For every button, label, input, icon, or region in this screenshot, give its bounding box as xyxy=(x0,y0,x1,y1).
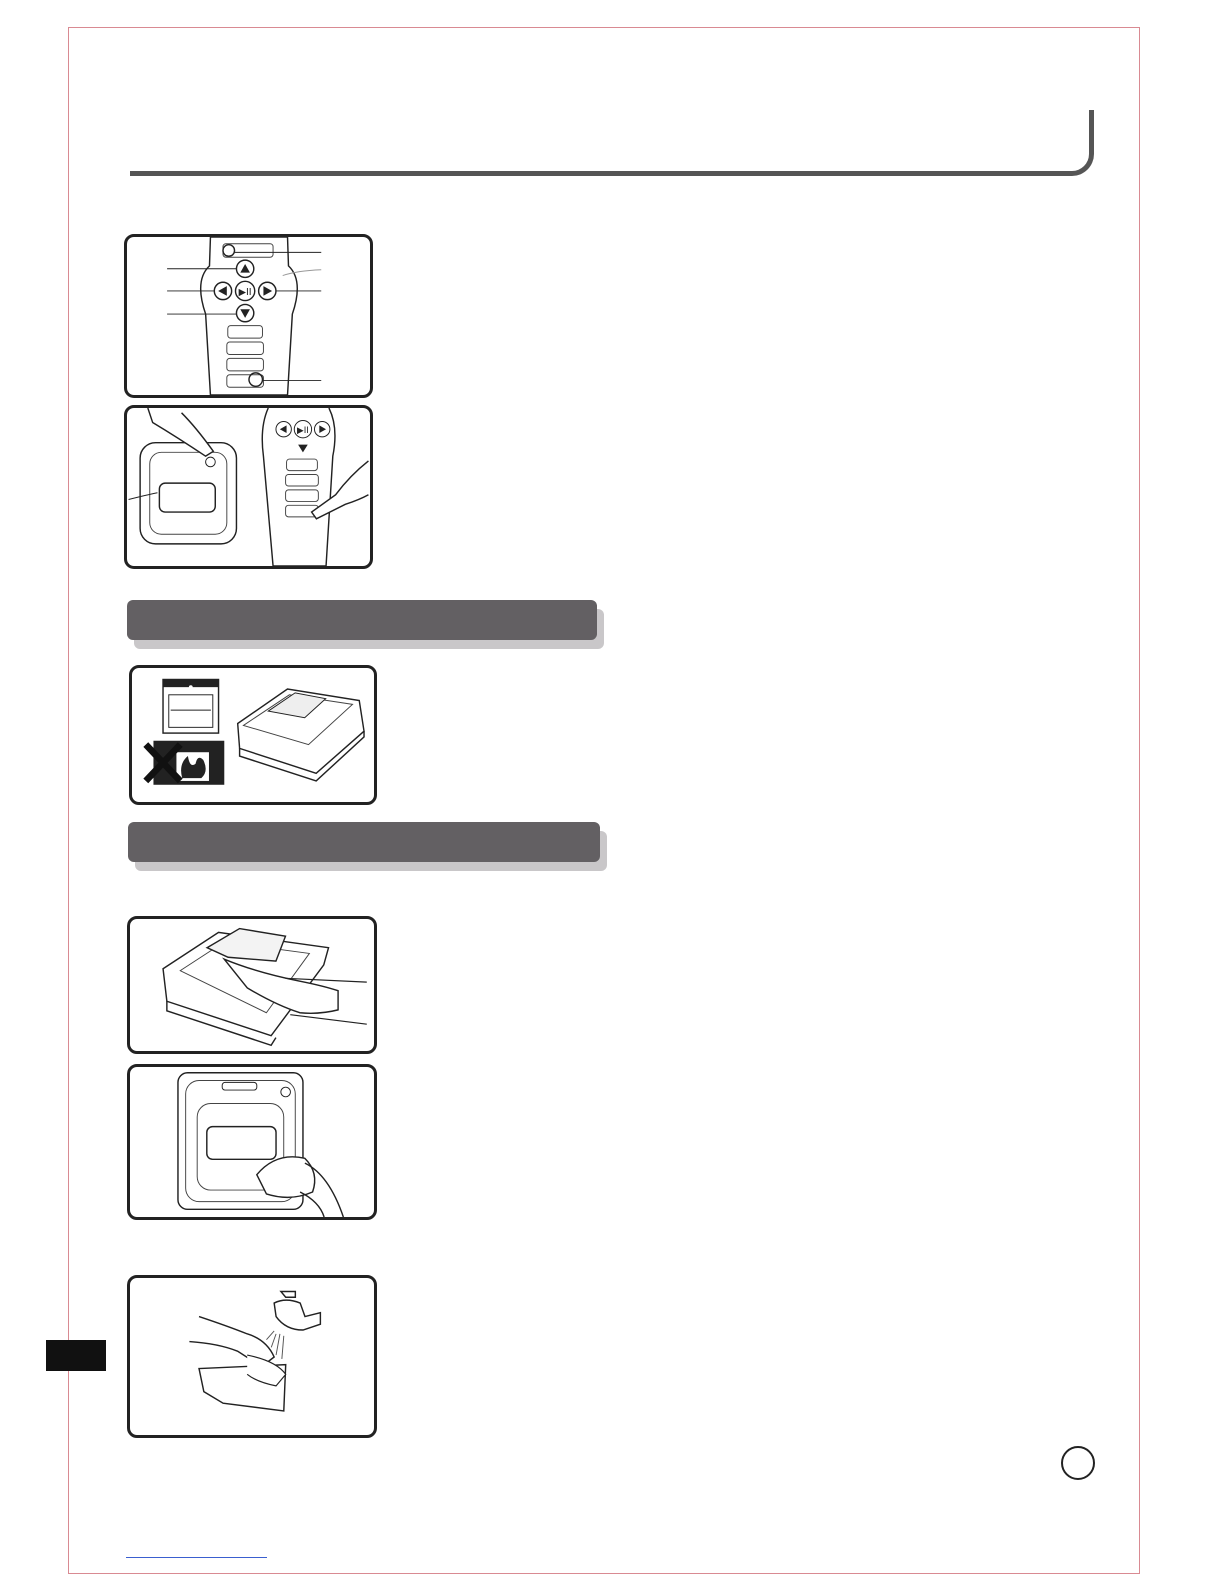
svg-text:▶II: ▶II xyxy=(238,286,252,298)
wipe-underside-illustration xyxy=(130,1067,374,1217)
figure-remote-control xyxy=(124,234,373,398)
footer-link-line xyxy=(126,1557,267,1558)
side-tab-marker xyxy=(46,1340,106,1371)
rinse-pad-illustration xyxy=(130,1278,374,1435)
figure-remove-pad xyxy=(127,916,377,1054)
storage-illustration xyxy=(132,668,374,802)
svg-text:▶II: ▶II xyxy=(297,426,309,437)
remote-control-illustration xyxy=(127,237,370,395)
header-rule xyxy=(130,110,1094,176)
page-number-circle xyxy=(1061,1446,1095,1480)
section-heading-bar-1 xyxy=(127,600,597,640)
figure-rinse-pad xyxy=(127,1275,377,1438)
remove-pad-illustration xyxy=(130,919,374,1051)
figure-storage xyxy=(129,665,377,805)
figure-pairing xyxy=(124,405,373,569)
section-heading-bar-2 xyxy=(128,822,600,862)
pairing-illustration xyxy=(127,408,370,566)
figure-wipe-underside xyxy=(127,1064,377,1220)
